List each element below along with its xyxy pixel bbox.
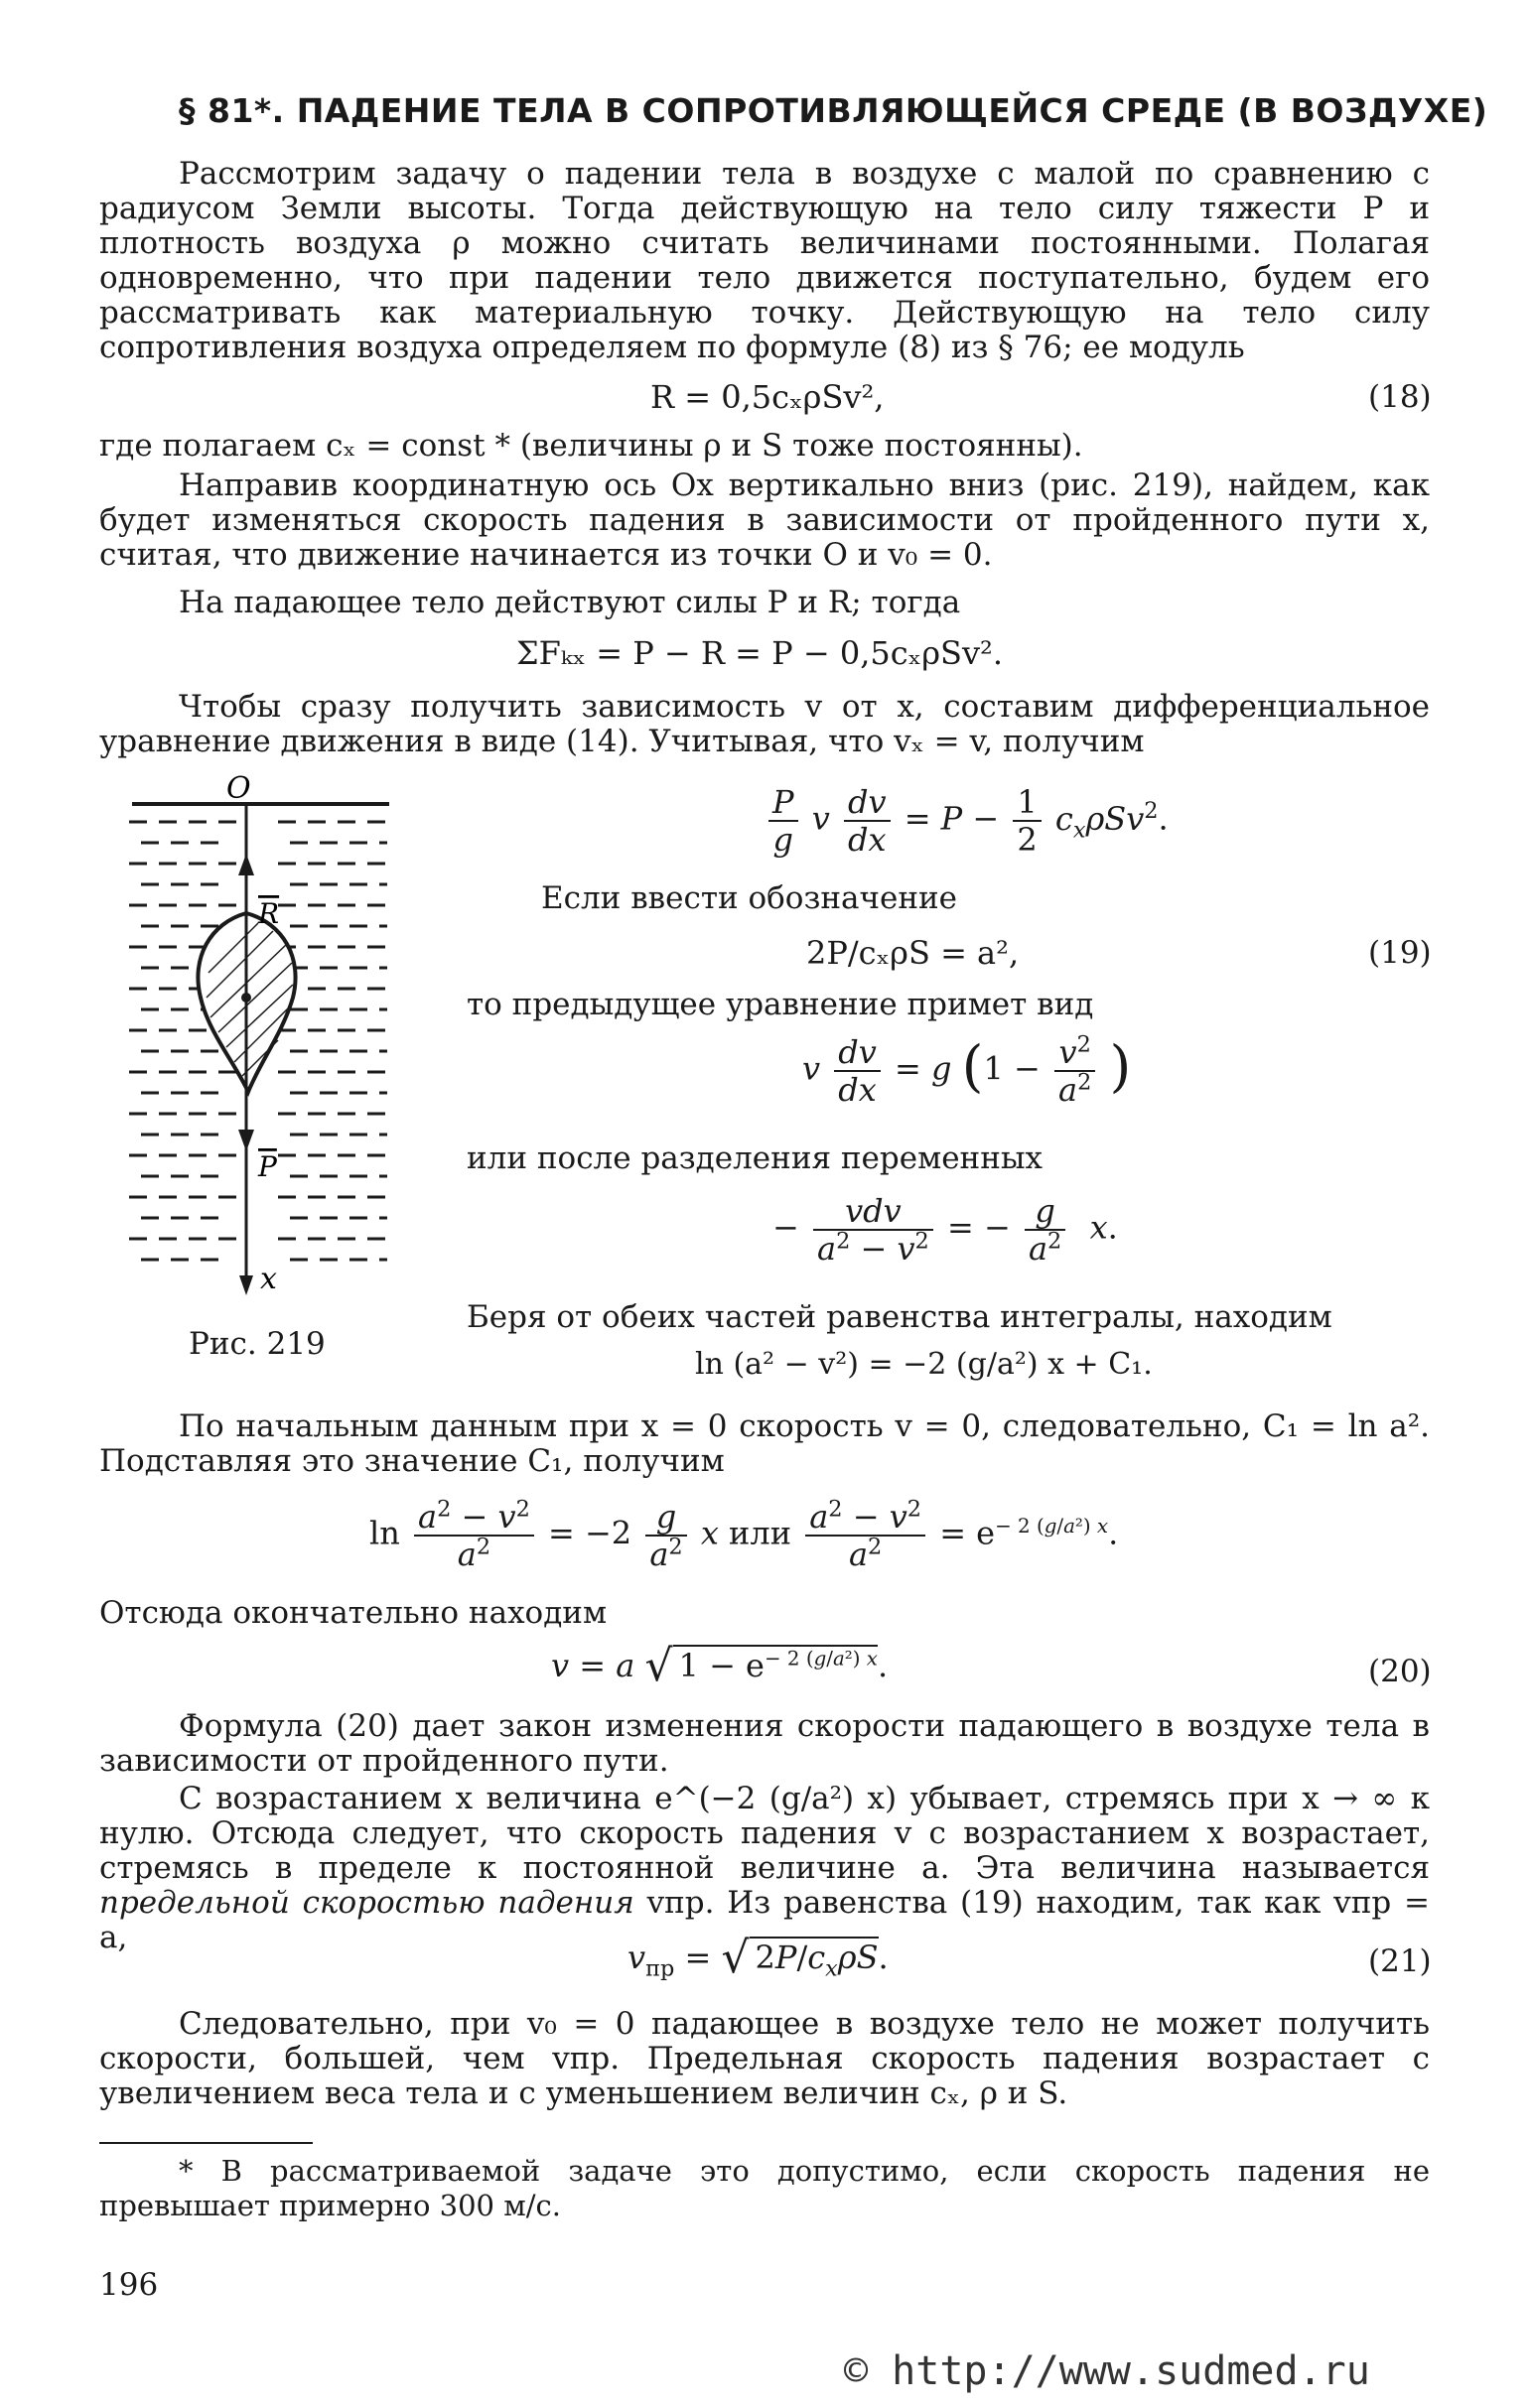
footnote-rule — [99, 2142, 313, 2144]
paragraph-separation: или после разделения переменных — [467, 1140, 1044, 1176]
equation-number-20: (20) — [1368, 1654, 1432, 1689]
equation-separated: − $\frac{\text{vdv}}{a^2 - v^2}$ = − $\frac{g}{a^2}$ x. — [772, 1192, 1118, 1268]
paragraph-conclusion: Следовательно, при v₀ = 0 падающее в воздухе тело не может получить скорости, большей, чем vпр. Предельная скорость падения возрастает с увеличением веса тела и с уменьшением величин cₓ, ρ и S. — [99, 2006, 1430, 2111]
section-heading: § 81*. ПАДЕНИЕ ТЕЛА В СОПРОТИВЛЯЮЩЕЙСЯ СРЕДЕ (В ВОЗДУХЕ) — [179, 91, 1488, 130]
equation-20: v = a √ $1 - e^{- 2 (g/a^2) x}$. — [551, 1641, 889, 1691]
paragraph-finally: Отсюда окончательно находим — [99, 1595, 608, 1631]
figure-falling-body — [109, 774, 397, 1300]
equation-sum-forces: ΣFₖₓ = P − R = P − 0,5cₓρSv². — [516, 634, 1004, 672]
page-number: 196 — [99, 2267, 159, 2303]
paragraph-transform: то предыдущее уравнение примет вид — [467, 987, 1094, 1022]
equation-19: 2P/cₓρS = a², — [806, 934, 1020, 972]
equation-ln-ratio: ln $\frac{a^2 - v^2}{a^2}$ = −2 $\frac{g}{a^2}$ x или $\frac{a^2 - v^2}{a^2}$ = $e^{- 2 (g/a^2) x}$. — [369, 1496, 1119, 1573]
paragraph-limit — [99, 1782, 1430, 1955]
paragraph-integration: Беря от обеих частей равенства интегралы, находим — [467, 1299, 1332, 1335]
equation-number-18: (18) — [1368, 379, 1432, 415]
watermark: © http://www.sudmed.ru — [844, 2348, 1370, 2394]
paragraph-axis: Направив координатную ось Ox вертикально вниз (рис. 219), найдем, как будет изменяться скорость падения в зависимости от пройденного пути x, считая, что движение начинается из точки O и v₀ = 0. — [99, 468, 1430, 573]
paragraph-notation: Если ввести обозначение — [541, 880, 958, 916]
equation-18: R = 0,5cₓρSv², — [650, 378, 885, 416]
equation-number-19: (19) — [1368, 935, 1432, 971]
figure-label-x-axis: x — [260, 1262, 277, 1296]
paragraph-diff-eq: Чтобы сразу получить зависимость v от x, составим дифференциальное уравнение движения в виде (14). Учитывая, что vₓ = v, получим — [99, 689, 1430, 759]
limit-text-b: vпр. Из равенства (19) находим, так как vпр = a, — [99, 1885, 1430, 1955]
equation-number-21: (21) — [1368, 1943, 1432, 1979]
limit-text-a: С возрастанием x величина e^(−2 (g/a²) x) убывает, стремясь при x → ∞ к нулю. Отсюда следует, что скорость падения v с возрастанием x возрастает, стремясь в пределе к постоянной величине a. Эта величина называется — [99, 1781, 1430, 1886]
paragraph-initial: По начальным данным при x = 0 скорость v = 0, следовательно, C₁ = ln a². Подставляя это значение C₁, получим — [99, 1408, 1430, 1479]
equation-21: $v_{пр}$ = √ $2P/c_x\rho S$. — [627, 1933, 889, 1983]
equation-ln: ln (a² − v²) = −2 (g/a²) x + C₁. — [695, 1347, 1153, 1382]
footnote: * В рассматриваемой задаче это допустимо, если скорость падения не превышает примерно 300 м/с. — [99, 2154, 1430, 2222]
paragraph-law: Формула (20) дает закон изменения скорости падающего в воздухе тела в зависимости от пройденного пути. — [99, 1708, 1430, 1779]
figure-label-resistance: R — [258, 897, 280, 930]
paragraph-const: где полагаем cₓ = const * (величины ρ и S тоже постоянны). — [99, 428, 1083, 464]
figure-label-origin: O — [226, 774, 251, 806]
figure-label-weight: P — [258, 1150, 277, 1183]
paragraph-forces: На падающее тело действуют силы P и R; тогда — [179, 585, 961, 620]
equation-v-dv: v $\frac{dv}{dx}$ = g (1 − $\frac{v^2}{a^2}$ ) — [802, 1031, 1132, 1109]
limit-term: предельной скоростью падения — [99, 1885, 634, 1921]
paragraph-intro: Рассмотрим задачу о падении тела в воздухе с малой по сравнению с радиусом Земли высоты. Тогда действующую на тело силу тяжести P и плотность воздуха ρ можно считать величинами постоянными. Полагая одновременно, что при падении тело движется поступательно, будем его рассматривать как материальную точку. Действующую на тело силу сопротивления воздуха определяем по формуле (8) из § 76; ее модуль — [99, 156, 1430, 365]
equation-motion: $\frac{P}{g}$ v $\frac{dv}{dx}$ = P − $\frac{1}{2}$ $c_x\rho Sv^2$. — [765, 784, 1169, 858]
figure-caption: Рис. 219 — [189, 1326, 326, 1362]
